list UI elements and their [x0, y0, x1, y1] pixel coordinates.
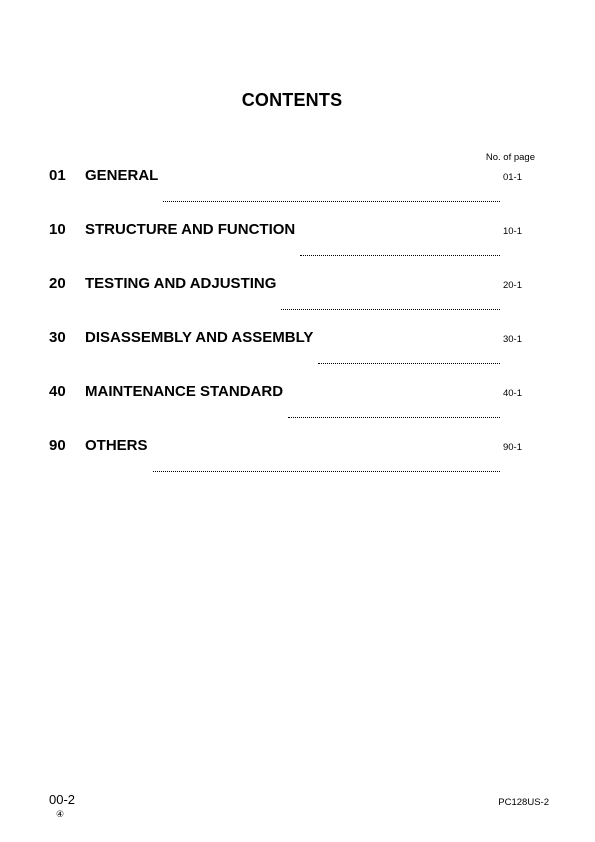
toc-entry-maintenance-standard[interactable]: [49, 381, 522, 435]
toc-entry-title: MAINTENANCE STANDARD: [85, 383, 284, 400]
footer-revision-mark: ④: [56, 809, 65, 819]
page-column-header: No. of page: [485, 152, 535, 163]
toc-entry-others[interactable]: [49, 435, 522, 489]
dot-leader: [153, 470, 500, 472]
toc-entry-page: 30-1: [502, 334, 522, 345]
toc-entry-number: 01: [49, 167, 66, 184]
footer-model: PC128US-2: [498, 797, 549, 808]
dot-leader: [163, 200, 500, 202]
toc-entry-structure-and-function[interactable]: [49, 219, 522, 273]
toc-entry-testing-and-adjusting[interactable]: [49, 273, 522, 327]
footer-page-number: 00-2: [49, 792, 76, 807]
toc-entry-number: 20: [49, 275, 66, 292]
toc-entry-disassembly-and-assembly[interactable]: [49, 327, 522, 381]
toc-entry-title: STRUCTURE AND FUNCTION: [85, 221, 296, 238]
dot-leader: [288, 416, 500, 418]
dot-leader: [281, 308, 500, 310]
toc-entry-title: OTHERS: [85, 437, 148, 454]
toc-entry-general[interactable]: [49, 165, 522, 219]
toc-entry-number: 40: [49, 383, 66, 400]
toc-entry-title: TESTING AND ADJUSTING: [85, 275, 277, 292]
toc-entry-number: 10: [49, 221, 66, 238]
toc-entry-page: 01-1: [502, 172, 522, 183]
toc-entry-page: 20-1: [502, 280, 522, 291]
table-of-contents: [49, 165, 522, 489]
dot-leader: [318, 362, 500, 364]
toc-entry-page: 90-1: [502, 442, 522, 453]
toc-entry-number: 30: [49, 329, 66, 346]
page-title: CONTENTS: [241, 90, 343, 110]
toc-entry-page: 40-1: [502, 388, 522, 399]
toc-entry-number: 90: [49, 437, 66, 454]
dot-leader: [300, 254, 500, 256]
toc-entry-title: DISASSEMBLY AND ASSEMBLY: [85, 329, 314, 346]
toc-entry-title: GENERAL: [85, 167, 159, 184]
toc-entry-page: 10-1: [502, 226, 522, 237]
